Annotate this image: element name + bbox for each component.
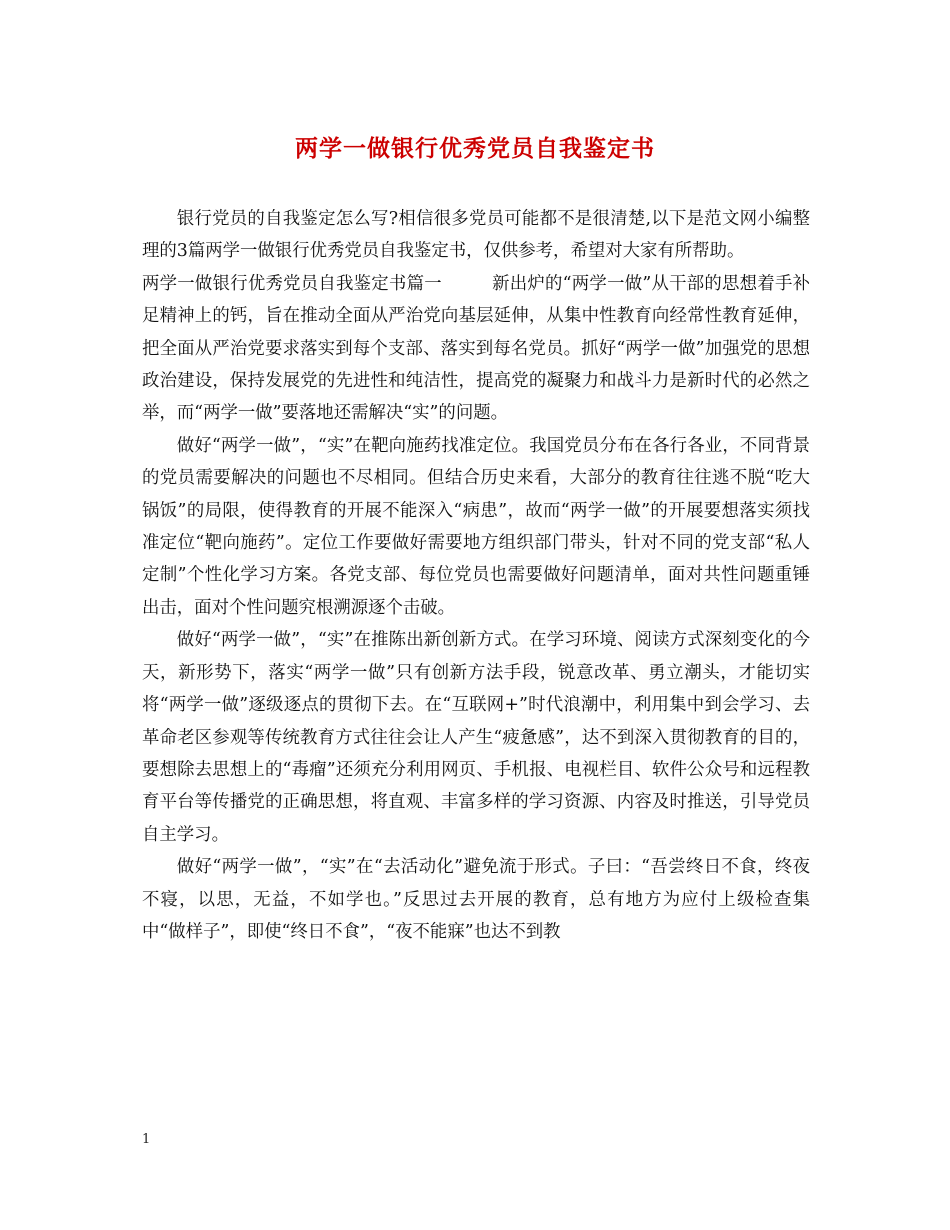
body-paragraph: 做好“两学一做”，“实”在推陈出新创新方式。在学习环境、阅读方式深刻变化的今天，新形势下，落实“两学一做”只有创新方法手段，锐意改革、勇立潮头，才能切实将“两学一做”逐级逐点的贯彻下去。在“互联网+”时代浪潮中，利用集中到会学习、去革命老区参观等传统教育方式往往会让人产生“疲惫感”，达不到深入贯彻教育的目的，要想除去思想上的“毒瘤”还须充分利用网页、手机报、电视栏目、软件公众号和远程教育平台等传播党的正确思想，将直观、丰富多样的学习资源、内容及时推送，引导党员自主学习。 (142, 630, 810, 845)
body-paragraph: 做好“两学一做”，“实”在靶向施药找准定位。我国党员分布在各行各业，不同背景的党员需要解决的问题也不尽相同。但结合历史来看，大部分的教育往往逃不脱“吃大锅饭”的局限，使得教育的开展不能深入“病患”，故而“两学一做”的开展要想落实须找准定位“靶向施药”。定位工作要做好需要地方组织部门带头，针对不同的党支部“私人定制”个性化学习方案。各党支部、每位党员也需要做好问题清单，面对共性问题重锤出击，面对个性问题究根溯源逐个击破。 (142, 435, 810, 618)
document-body (142, 203, 810, 948)
section-heading: 两学一做银行优秀党员自我鉴定书篇一 (142, 273, 442, 294)
document-title: 两学一做银行优秀党员自我鉴定书 (295, 135, 655, 162)
section-first-paragraph (142, 268, 810, 430)
section-first-paragraph-text: 新出炉的“两学一做”从干部的思想着手补足精神上的钙，旨在推动全面从严治党向基层延伸，从集中性教育向经常性教育延伸，把全面从严治党要求落实到每个支部、落实到每名党员。抓好“两学一做”加强党的思想政治建设，保持发展党的先进性和纯洁性，提高党的凝聚力和战斗力是新时代的必然之举，而“两学一做”要落地还需解决“实”的问题。 (142, 273, 810, 424)
intro-paragraph: 银行党员的自我鉴定怎么写?相信很多党员可能都不是很清楚,以下是范文网小编整理的3篇两学一做银行优秀党员自我鉴定书，仅供参考，希望对大家有所帮助。 (142, 209, 810, 262)
page-number: 1 (142, 1132, 151, 1147)
body-paragraph: 做好“两学一做”，“实”在“去活动化”避免流于形式。子曰：“吾尝终日不食，终夜不寝，以思，无益，不如学也。”反思过去开展的教育，总有地方为应付上级检查集中“做样子”，即使“终日不食”，“夜不能寐”也达不到教 (142, 857, 810, 942)
